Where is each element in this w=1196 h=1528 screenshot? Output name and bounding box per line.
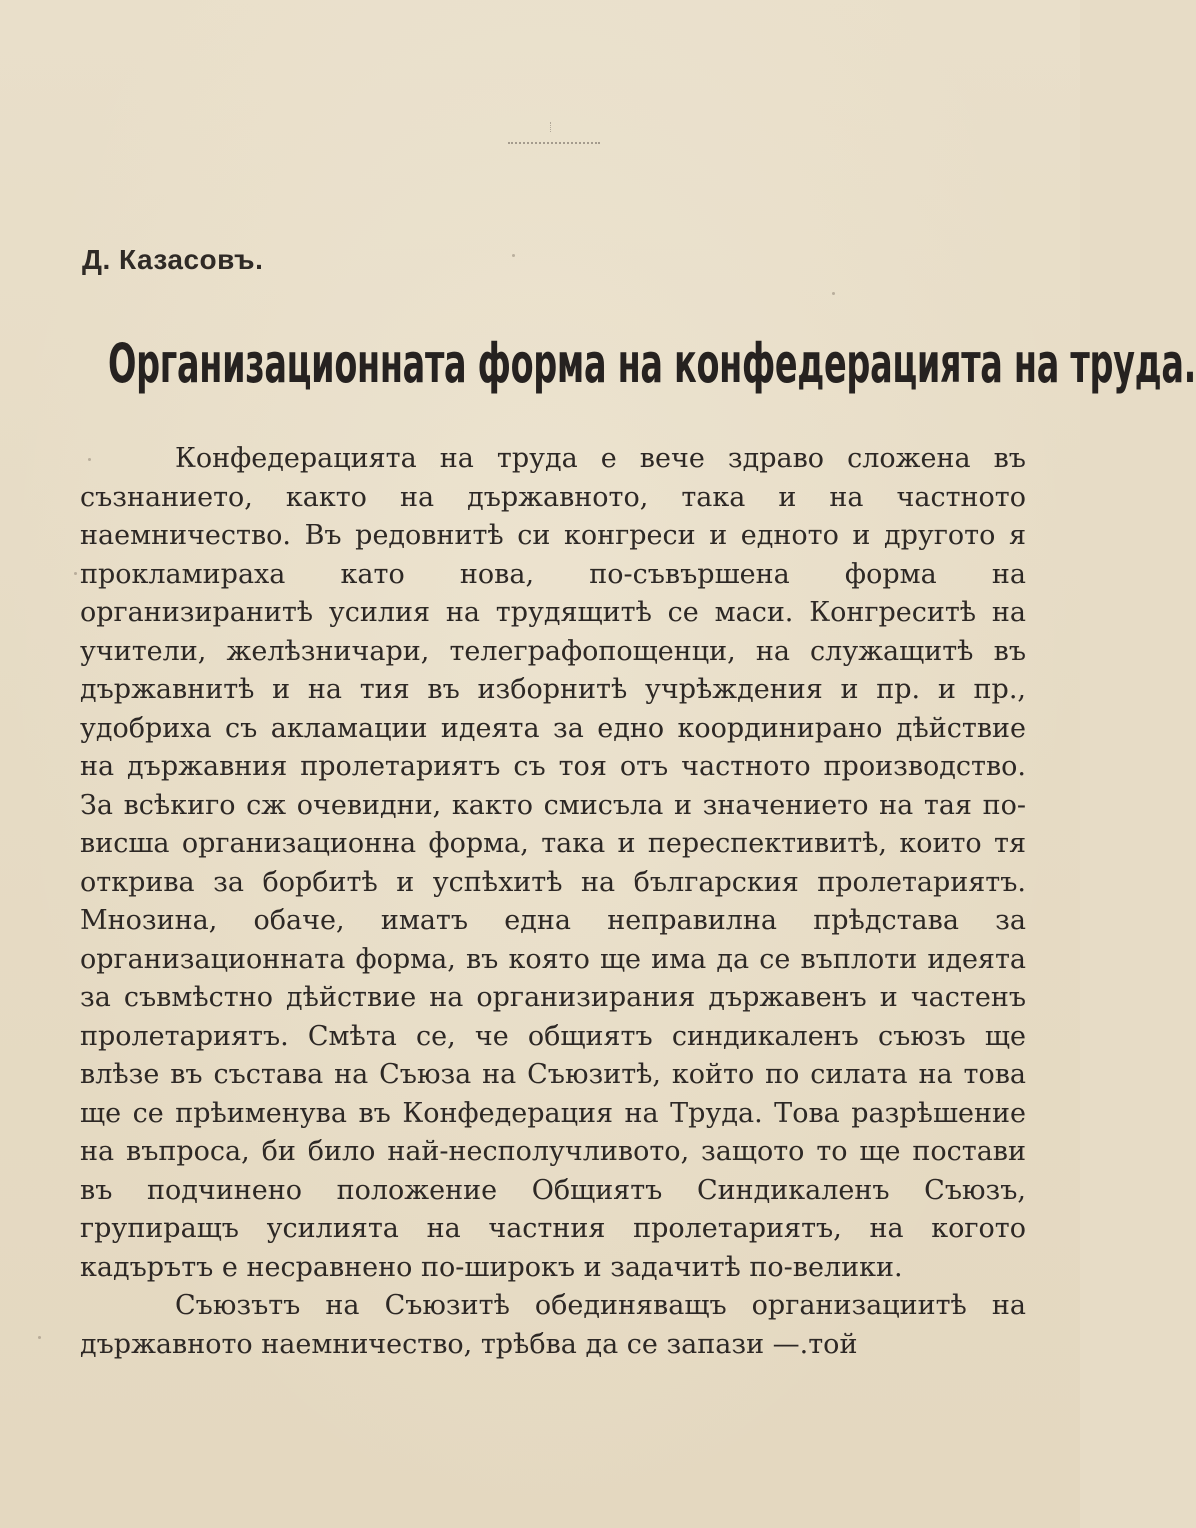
article-body [80, 440, 1026, 1364]
paper-speck [38, 1336, 41, 1339]
paper-speck [88, 458, 91, 461]
paper-speck [832, 292, 835, 295]
paragraph-2: Съюзътъ на Съюзитѣ обединяващъ организациитѣ на държавното наемничество, трѣбва да се запази —.той [80, 1290, 1026, 1360]
author-name: Д. Казасовъ. [82, 244, 264, 275]
paragraph-1: Конфедерацията на труда е вече здраво сложена въ съзнанието, както на държавното, така и на частното наемничество. Въ редовнитѣ си конгреси и едното и другото я прокламираха като нова, по-съвършена форма на организиранитѣ усилия на трудящитѣ се маси. Конгреситѣ на учители, желѣзничари, телеграфопощенци, на служащитѣ въ държавнитѣ и на тия въ изборнитѣ учрѣждения и пр. и пр., удобриха съ акламации идеята за едно координирано дѣйствие на държавния пролетариятъ съ тоя отъ частното производство. За всѣкиго сж очевидни, както смисъла и значението на тая по-висша организационна форма, така и переспективитѣ, които тя открива за борбитѣ и успѣхитѣ на българския пролетариятъ. Мнозина, обаче, иматъ една неправилна прѣдстава за организационната форма, въ която ще има да се въплоти идеята за съвмѣстно дѣйствие на организирания държавенъ и частенъ пролетариятъ. Смѣта се, че общиятъ синдикаленъ съюзъ ще влѣзе въ състава на Съюза на Съюзитѣ, който по силата на това ще се прѣименува въ Конфедерация на Труда. Това разрѣшение на въпроса, би било най-несполучливото, защото то ще постави въ подчинено положение Общиятъ Синдикаленъ Съюзъ, групиращъ усилията на частния пролетариятъ, на когото кадърътъ е несравнено по-широкъ и задачитѣ по-велики. [80, 443, 1026, 1283]
page-ornament-rule [508, 142, 600, 147]
article-title: Организационната форма на конфедерацията на труда. [108, 332, 1196, 395]
page-ornament-mark [550, 122, 557, 132]
paper-speck [74, 572, 77, 575]
paper-speck [512, 254, 515, 257]
